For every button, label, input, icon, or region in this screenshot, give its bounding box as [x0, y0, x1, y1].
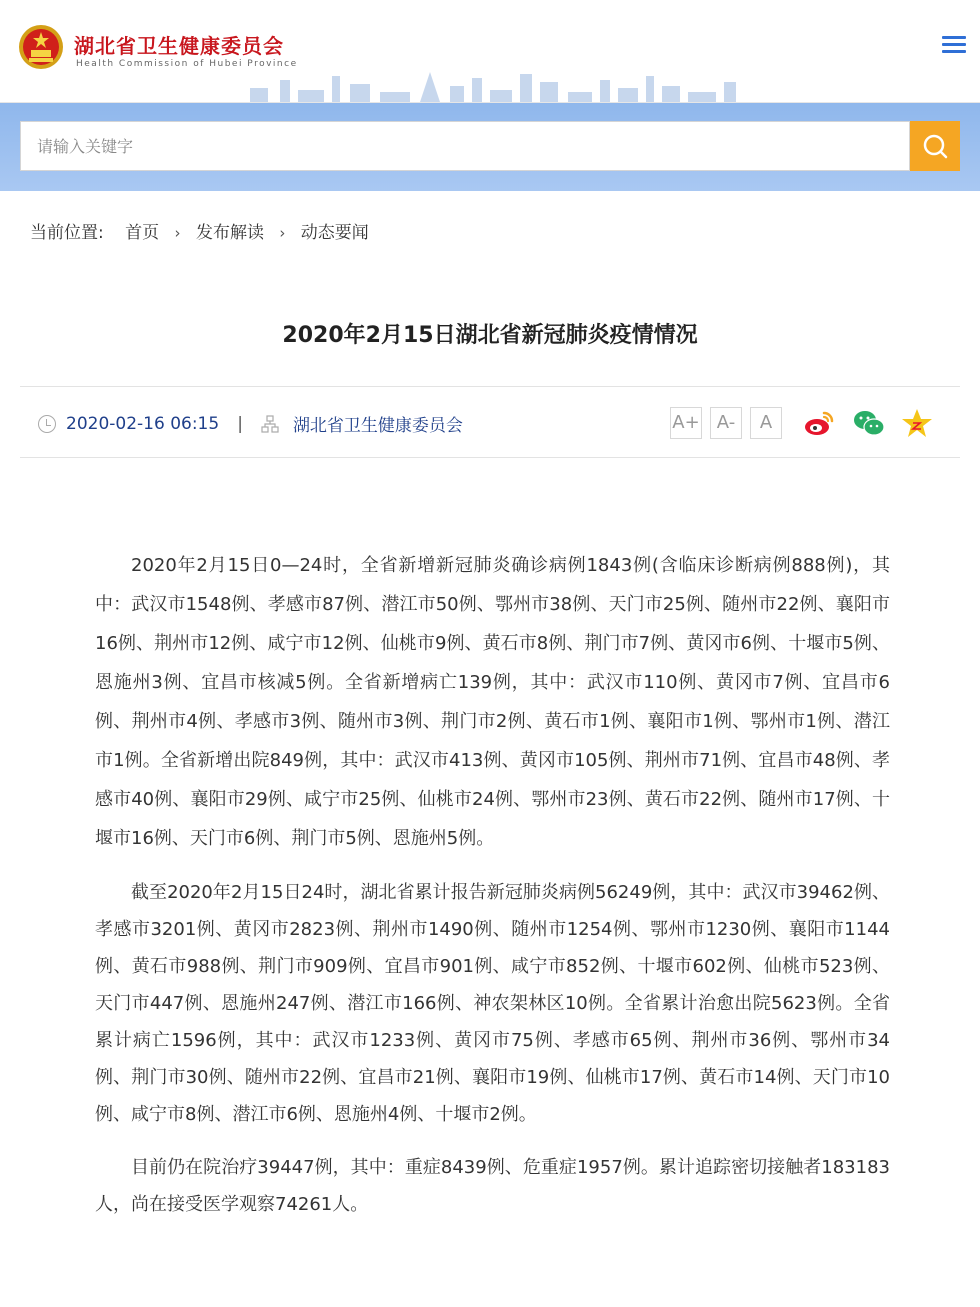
chevron-right-icon: › [279, 224, 286, 242]
chevron-right-icon: › [174, 224, 181, 242]
breadcrumb-label: 当前位置: [30, 223, 104, 243]
font-size-controls [670, 407, 782, 439]
page-title: 2020年2月15日湖北省新冠肺炎疫情情况 [282, 323, 698, 348]
breadcrumb-item-home[interactable]: 首页 [125, 223, 160, 243]
article-meta [38, 411, 463, 436]
city-skyline-decoration [240, 62, 760, 102]
article-meta-bar [20, 386, 960, 458]
breadcrumb-item-news[interactable]: 动态要闻 [300, 223, 369, 243]
wechat-icon[interactable] [852, 407, 886, 439]
site-subtitle: Health Commission of Hubei Province [76, 59, 298, 69]
font-reset-button[interactable]: A [750, 407, 782, 439]
hamburger-menu-icon[interactable] [942, 36, 966, 56]
article-body [95, 546, 890, 1239]
favorite-star-icon[interactable] [900, 407, 934, 439]
paragraph-hospitalized: 目前仍在院治疗39447例，其中：重症8439例、危重症1957例。累计追踪密切接触者183183人，尚在接受医学观察74261人。 [95, 1157, 890, 1215]
organization-icon [261, 415, 279, 433]
search-button[interactable] [910, 121, 960, 171]
paragraph-daily-new: 2020年2月15日0—24时，全省新增新冠肺炎确诊病例1843例(含临床诊断病例888例)，其中：武汉市1548例、孝感市87例、潜江市50例、鄂州市38例、天门市25例、随州市22例、襄阳市16例、荆州市12例、咸宁市12例、仙桃市9例、黄石市8例、荆门市7例、黄冈市6例、十堰市5例、恩施州3例、宜昌市核减5例。全省新增病亡139例，其中：武汉市110例、黄冈市7例、宜昌市6例、荆州市4例、孝感市3例、随州市3例、荆门市2例、黄石市1例、襄阳市1例、鄂州市1例、潜江市1例。全省新增出院849例，其中：武汉市413例、黄冈市105例、荆州市71例、宜昌市48例、孝感市40例、襄阳市29例、咸宁市25例、仙桃市24例、鄂州市23例、黄石市22例、随州市17例、十堰市16例、天门市6例、荆门市5例、恩施州5例。 [95, 555, 890, 849]
site-title[interactable]: 湖北省卫生健康委员会 [74, 34, 284, 58]
paragraph-cumulative: 截至2020年2月15日24时，湖北省累计报告新冠肺炎病例56249例，其中：武汉市39462例、孝感市3201例、黄冈市2823例、荆州市1490例、随州市1254例、鄂州市1230例、襄阳市1144例、黄石市988例、荆门市909例、宜昌市901例、咸宁市852例、十堰市602例、仙桃市523例、天门市447例、恩施州247例、潜江市166例、神农架林区10例。全省累计治愈出院5623例。全省累计病亡1596例，其中：武汉市1233例、黄冈市75例、孝感市65例、荆州市36例、鄂州市34例、荆门市30例、随州市22例、宜昌市21例、襄阳市19例、仙桃市17例、黄石市14例、天门市10例、咸宁市8例、潜江市6例、恩施州4例、十堰市2例。 [95, 882, 890, 1125]
clock-icon [38, 415, 56, 433]
search-input[interactable] [20, 121, 910, 171]
publish-datetime: 2020-02-16 06:15 [66, 413, 220, 434]
meta-separator: | [237, 413, 243, 434]
font-decrease-button[interactable]: A- [710, 407, 742, 439]
breadcrumb [30, 218, 369, 243]
article-source[interactable]: 湖北省卫生健康委员会 [292, 416, 463, 436]
national-emblem-icon [18, 24, 64, 70]
font-increase-button[interactable]: A+ [670, 407, 702, 439]
search-icon [910, 121, 960, 171]
weibo-icon[interactable] [802, 407, 836, 439]
breadcrumb-item-release[interactable]: 发布解读 [195, 223, 264, 243]
site-header [0, 0, 980, 103]
search-bar [0, 103, 980, 191]
